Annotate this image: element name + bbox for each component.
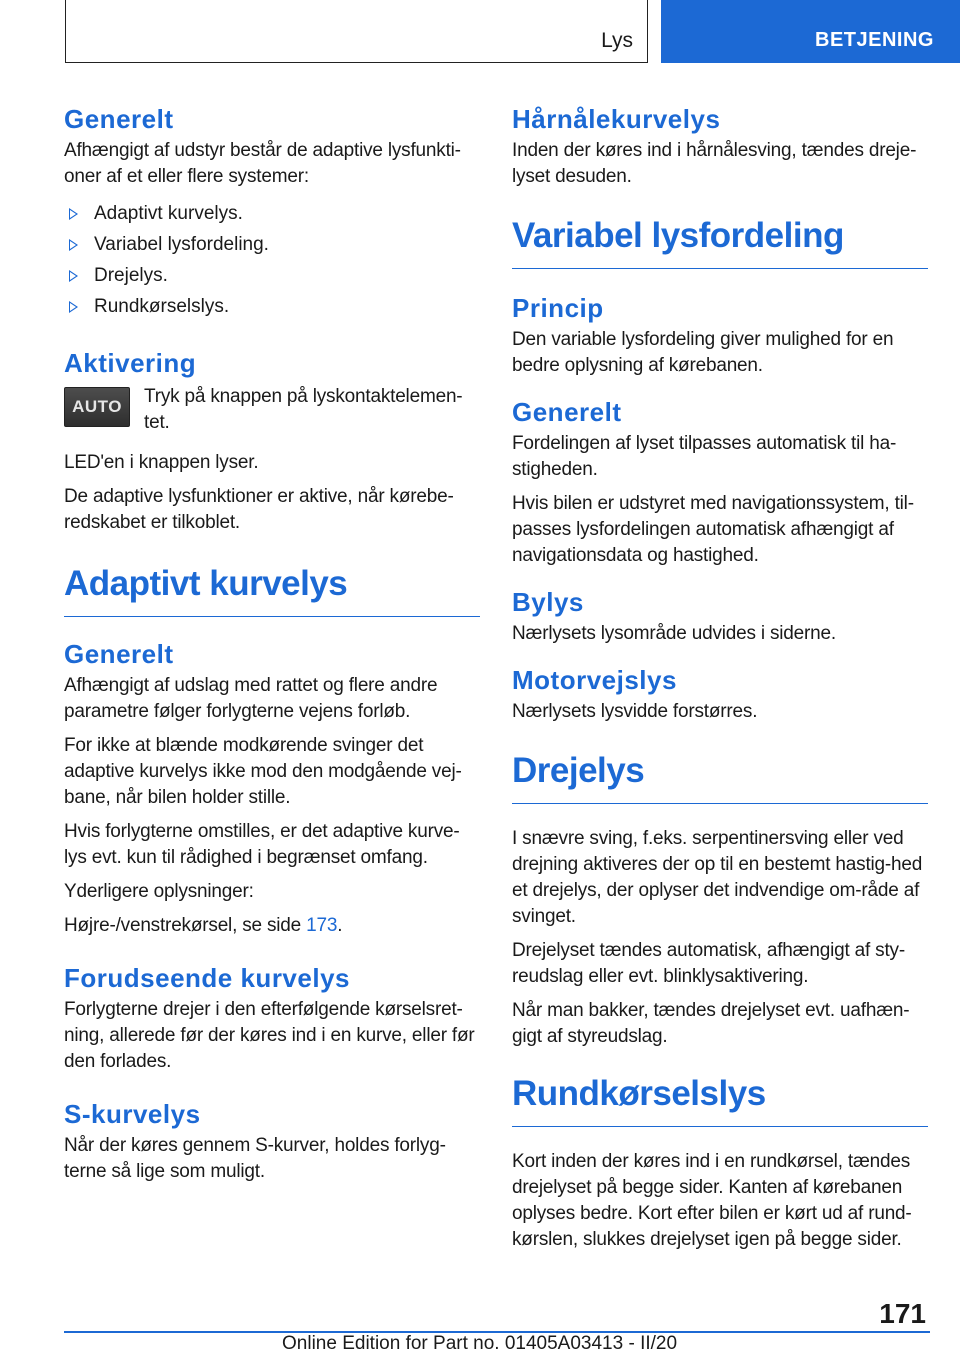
paragraph: Inden der køres ind i hårnålesving, tændes dreje-lyset desuden. [512, 140, 917, 187]
heading-princip: Princip [512, 293, 604, 323]
header-chapter-tab[interactable]: BETJENING [661, 0, 960, 63]
page-reference-link[interactable]: 173 [306, 915, 338, 936]
heading-generelt: Generelt [64, 639, 174, 669]
heading-drejelys: Drejelys [512, 751, 928, 804]
auto-button-icon: AUTO [64, 387, 130, 427]
list-item-text: Drejelys. [94, 264, 168, 286]
footer-edition-text: Online Edition for Part no. 01405A03413 - II/20 [282, 1333, 678, 1354]
paragraph: Nærlysets lysvidde forstørres. [512, 701, 758, 722]
paragraph-with-link [64, 913, 480, 939]
list-item [64, 291, 480, 322]
heading-motorvejslys: Motorvejslys [512, 665, 677, 695]
paragraph: Hvis bilen er udstyret med navigationssystem, til-passes lysfordelingen automatisk afhængigt af navigationsdata og hastighed. [512, 493, 914, 566]
footer-edition [282, 1333, 677, 1355]
heading-aktivering: Aktivering [64, 348, 197, 378]
header-section-title: Lys [601, 29, 633, 52]
paragraph: De adaptive lysfunktioner er aktive, når kørebe-redskabet er tilkoblet. [64, 486, 454, 533]
list-item [64, 260, 480, 291]
heading-adaptivt-kurvelys: Adaptivt kurvelys [64, 564, 480, 617]
paragraph: Når man bakker, tændes drejelyset evt. uafhæn-gigt af styreudslag. [512, 1000, 910, 1047]
paragraph: Tryk på knappen på lyskontaktelemen-tet. [144, 386, 463, 433]
paragraph: Yderligere oplysninger: [64, 881, 254, 902]
bullet-list [64, 198, 480, 322]
heading-variabel-lysfordeling: Variabel lysfordeling [512, 216, 928, 269]
paragraph: Afhængigt af udstyr består de adaptive lysfunkti-oner af et eller flere systemer: [64, 140, 461, 187]
list-item-text: Rundkørselslys. [94, 295, 230, 317]
paragraph-text: . [337, 915, 343, 936]
triangle-bullet-icon [69, 239, 78, 251]
triangle-bullet-icon [69, 301, 78, 313]
heading-generelt: Generelt [64, 104, 174, 134]
heading-forudseende-kurvelys: Forudseende kurvelys [64, 963, 350, 993]
heading-haarnaalekurvelys: Hårnålekurvelys [512, 104, 721, 134]
paragraph: LED'en i knappen lyser. [64, 452, 259, 473]
auto-instruction [64, 384, 480, 436]
paragraph: Fordelingen af lyset tilpasses automatisk til ha-stigheden. [512, 433, 897, 480]
heading-s-kurvelys: S-kurvelys [64, 1099, 201, 1129]
list-item-text: Adaptivt kurvelys. [94, 202, 243, 224]
paragraph: For ikke at blænde modkørende svinger det adaptive kurvelys ikke mod den modgående vej-bane, når bilen holder stille. [64, 735, 462, 808]
page-number: 171 [879, 1298, 926, 1329]
left-column [64, 100, 480, 1193]
right-column [512, 100, 928, 1261]
paragraph: Hvis forlygterne omstilles, er det adaptive kurve-lys evt. kun til rådighed i begrænset omfang. [64, 821, 460, 868]
header-section-box [65, 0, 648, 63]
list-item [64, 229, 480, 260]
paragraph: Afhængigt af udslag med rattet og flere andre parametre følger forlygterne vejens forløb. [64, 675, 438, 722]
heading-rundkoerselslys: Rundkørselslys [512, 1074, 928, 1127]
paragraph: I snævre sving, f.eks. serpentinersving eller ved drejning aktiveres der op til en bestemt hastig-hed et drejelys, der oplyser det indvendige om-råde af svinget. [512, 828, 923, 927]
heading-bylys: Bylys [512, 587, 584, 617]
paragraph-text: Højre-/venstrekørsel, se side [64, 915, 307, 936]
paragraph: Drejelyset tændes automatisk, afhængigt af sty-reudslag eller evt. blinklysaktivering. [512, 940, 905, 987]
paragraph: Når der køres gennem S-kurver, holdes forlyg-terne så lige som muligt. [64, 1135, 446, 1182]
paragraph: Forlygterne drejer i den efterfølgende kørselsret-ning, allerede før der køres ind i en kurve, eller før den forlades. [64, 999, 475, 1072]
paragraph: Den variable lysfordeling giver mulighed for en bedre oplysning af kørebanen. [512, 329, 894, 376]
triangle-bullet-icon [69, 270, 78, 282]
list-item [64, 198, 480, 229]
paragraph: Kort inden der køres ind i en rundkørsel, tændes drejelyset på begge sider. Kanten af kørebanen oplyses bedre. Kort efter bilen er kørt ud af rund-kørslen, slukkes drejelyset igen på begge sider. [512, 1151, 912, 1250]
list-item-text: Variabel lysfordeling. [94, 233, 269, 255]
paragraph: Nærlysets lysområde udvides i siderne. [512, 623, 836, 644]
triangle-bullet-icon [69, 208, 78, 220]
heading-generelt: Generelt [512, 397, 622, 427]
